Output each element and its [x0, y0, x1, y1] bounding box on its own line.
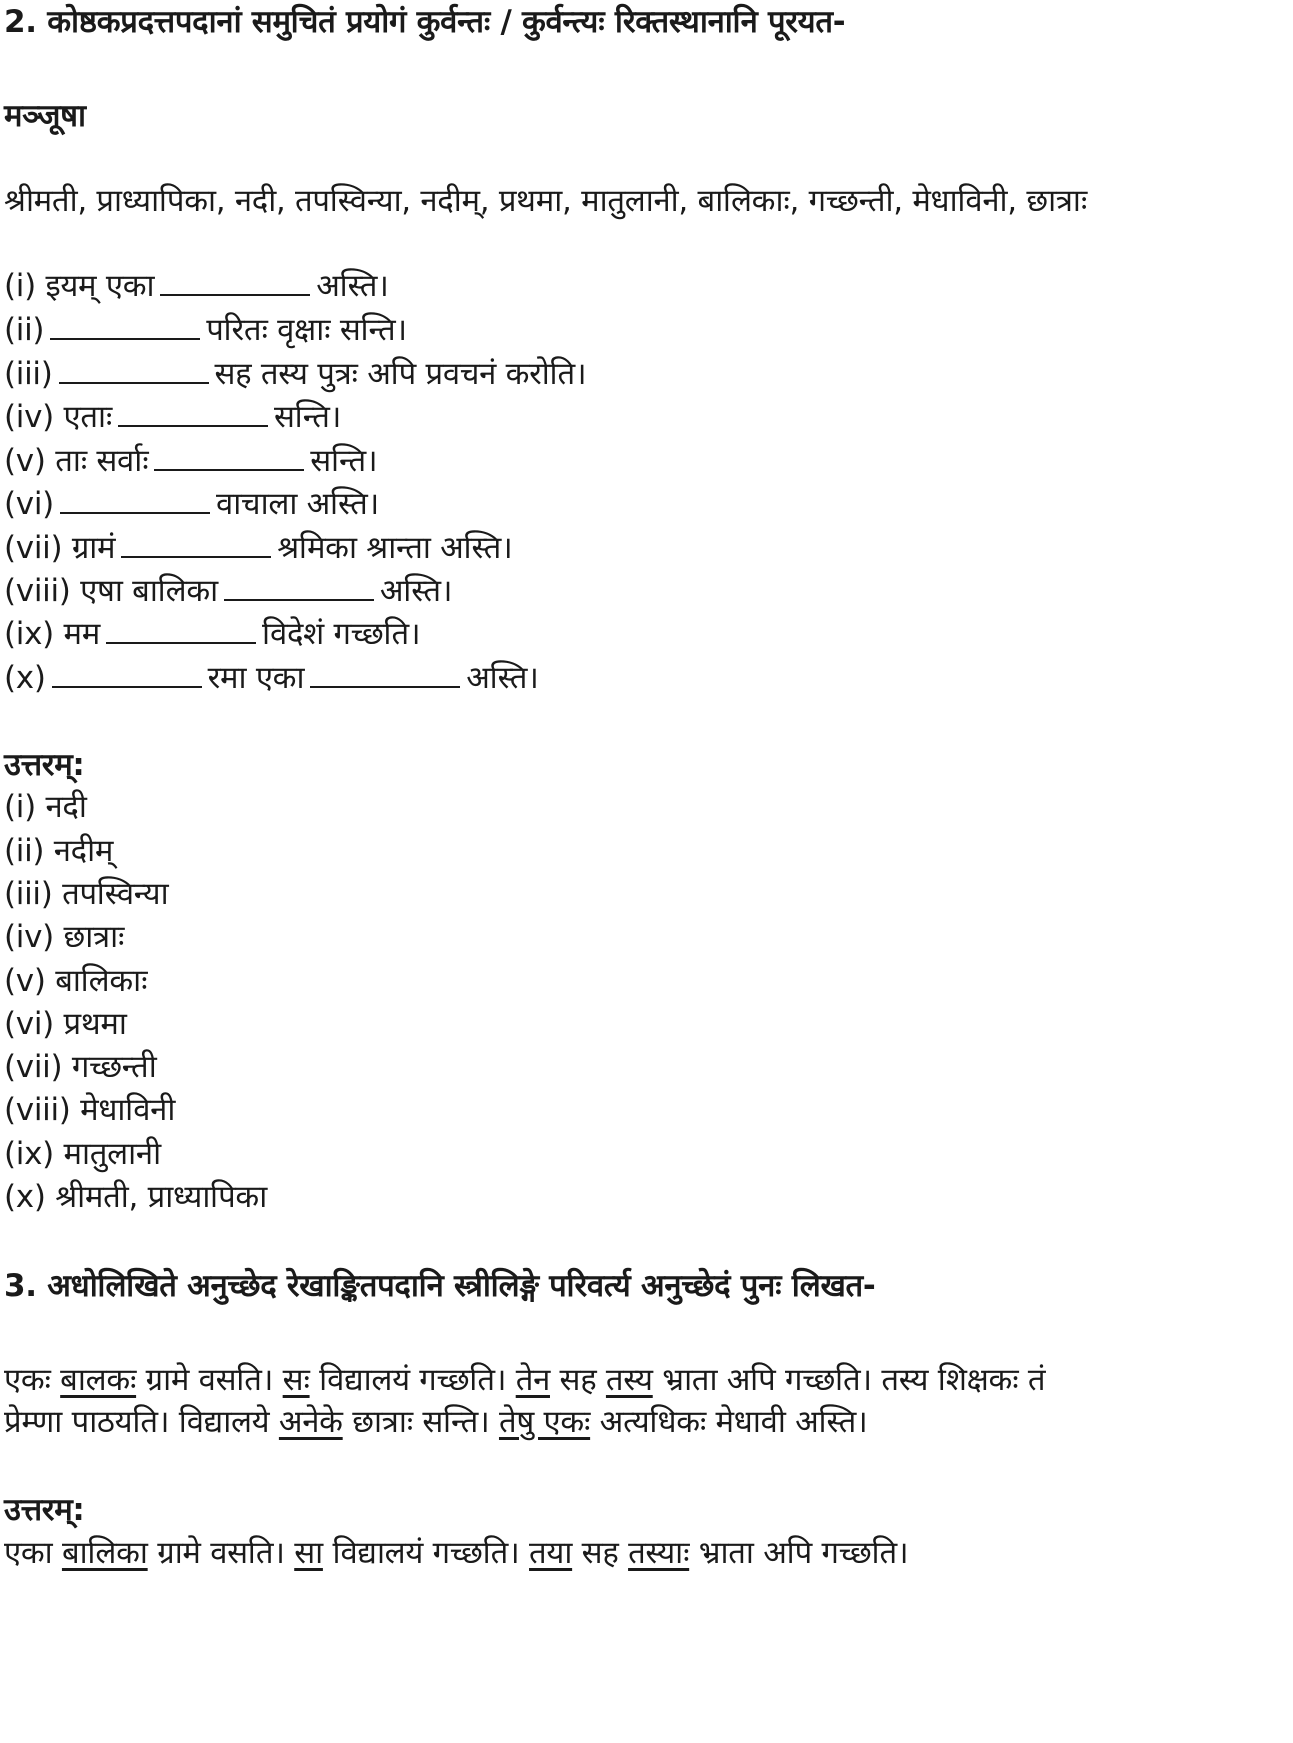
- passage-text: सह: [549, 1362, 606, 1398]
- word-box-list: श्रीमती, प्राध्यापिका, नदी, तपस्विन्या, नदीम्, प्रथमा, मातुलानी, बालिकाः, गच्छन्ती, मेधाविनी, छात्राः: [4, 183, 1087, 219]
- answer-item: (i) नदी: [4, 789, 87, 825]
- question-item: [4, 310, 407, 350]
- answer-item: (v) बालिकाः: [4, 963, 148, 999]
- passage-text: भ्राता अपि गच्छति। तस्य शिक्षकः तं: [652, 1362, 1046, 1398]
- question-text: अस्ति।: [466, 660, 539, 696]
- question-text: रमा एका: [207, 660, 305, 696]
- underlined-word: तया: [529, 1535, 573, 1571]
- passage-text: भ्राता अपि गच्छति।: [689, 1535, 909, 1571]
- question-number: (i) इयम् एका: [4, 268, 155, 304]
- passage-line: [4, 1360, 1045, 1400]
- question-item: [4, 658, 539, 698]
- underlined-word: तेन: [515, 1362, 550, 1398]
- answer-item: (iii) तपस्विन्या: [4, 876, 169, 912]
- underlined-word: सा: [294, 1535, 323, 1571]
- passage-text: सह: [572, 1535, 629, 1571]
- question-text: वाचाला अस्ति।: [215, 486, 379, 522]
- passage-text: एकः: [4, 1362, 61, 1398]
- question-number: (vii) ग्रामं: [4, 530, 116, 566]
- blank-line: [60, 486, 210, 514]
- blank-line: [59, 356, 209, 384]
- answer-item: (x) श्रीमती, प्राध्यापिका: [4, 1179, 267, 1215]
- passage-text: ग्रामे वसति।: [136, 1362, 283, 1398]
- question-item: [4, 571, 452, 611]
- question-number: (ix) मम: [4, 616, 100, 652]
- blank-line: [310, 660, 460, 688]
- question-item: [4, 484, 379, 524]
- passage-text: विद्यालयं गच्छति।: [309, 1362, 516, 1398]
- underlined-word: बालकः: [60, 1362, 137, 1398]
- passage-text: ग्रामे वसति।: [147, 1535, 295, 1571]
- underlined-word: बालिका: [61, 1535, 148, 1571]
- blank-line: [154, 443, 304, 471]
- answer-item: (iv) छात्राः: [4, 919, 125, 955]
- blank-line: [118, 399, 268, 427]
- question-number: (x): [4, 660, 46, 696]
- question-text: सह तस्य पुत्रः अपि प्रवचनं करोति।: [214, 356, 587, 392]
- question-number: (viii) एषा बालिका: [4, 573, 218, 609]
- question-item: [4, 397, 341, 437]
- blank-line: [160, 268, 310, 296]
- question-number: (iv) एताः: [4, 399, 113, 435]
- q2-title: 2. कोष्ठकप्रदत्तपदानां समुचितं प्रयोगं कुर्वन्तः / कुर्वन्त्यः रिक्तस्थानानि पूरयत-: [4, 4, 846, 40]
- passage-line: [4, 1402, 867, 1442]
- underlined-word: अनेके: [278, 1404, 343, 1440]
- question-text: अस्ति।: [379, 573, 453, 609]
- passage-text: छात्राः सन्ति।: [342, 1404, 499, 1440]
- question-number: (v) ताः सर्वाः: [4, 443, 149, 479]
- answer-item: (vii) गच्छन्ती: [4, 1049, 157, 1085]
- q2-answer-heading: उत्तरम्:: [4, 747, 85, 783]
- blank-line: [121, 530, 271, 558]
- question-text: विदेशं गच्छति।: [261, 616, 421, 652]
- passage-text: प्रेम्णा पाठयति। विद्यालये: [4, 1404, 279, 1440]
- blank-line: [106, 616, 256, 644]
- answer-item: (ii) नदीम्: [4, 833, 114, 869]
- question-number: (vi): [4, 486, 54, 522]
- question-text: श्रमिका श्रान्ता अस्ति।: [277, 530, 513, 566]
- question-item: [4, 614, 420, 654]
- question-item: [4, 354, 586, 394]
- answer-passage-line: [4, 1533, 908, 1573]
- question-text: सन्ति।: [310, 443, 378, 479]
- underlined-word: तस्य: [605, 1362, 653, 1398]
- blank-line: [52, 660, 202, 688]
- question-item: [4, 528, 512, 568]
- blank-line: [224, 573, 374, 601]
- answer-item: (viii) मेधाविनी: [4, 1092, 176, 1128]
- question-number: (ii): [4, 312, 45, 348]
- passage-text: एका: [4, 1535, 62, 1571]
- question-text: अस्ति।: [316, 268, 389, 304]
- q3-title: 3. अधोलिखिते अनुच्छेद रेखाङ्कितपदानि स्त्रीलिङ्गे परिवर्त्य अनुच्छेदं पुनः लिखत-: [4, 1268, 876, 1304]
- question-item: [4, 266, 389, 306]
- question-item: [4, 441, 377, 481]
- underlined-word: सः: [282, 1362, 310, 1398]
- q3-answer-heading: उत्तरम्:: [4, 1492, 85, 1528]
- blank-line: [50, 312, 200, 340]
- passage-text: अत्यधिकः मेधावी अस्ति।: [590, 1404, 868, 1440]
- question-number: (iii): [4, 356, 53, 392]
- underlined-word: तस्याः: [628, 1535, 690, 1571]
- word-box-heading: मञ्जूषा: [4, 98, 86, 134]
- answer-item: (vi) प्रथमा: [4, 1006, 127, 1042]
- question-text: सन्ति।: [274, 399, 342, 435]
- answer-item: (ix) मातुलानी: [4, 1136, 161, 1172]
- passage-text: विद्यालयं गच्छति।: [322, 1535, 530, 1571]
- underlined-word: तेषु एकः: [498, 1404, 591, 1440]
- question-text: परितः वृक्षाः सन्ति।: [206, 312, 407, 348]
